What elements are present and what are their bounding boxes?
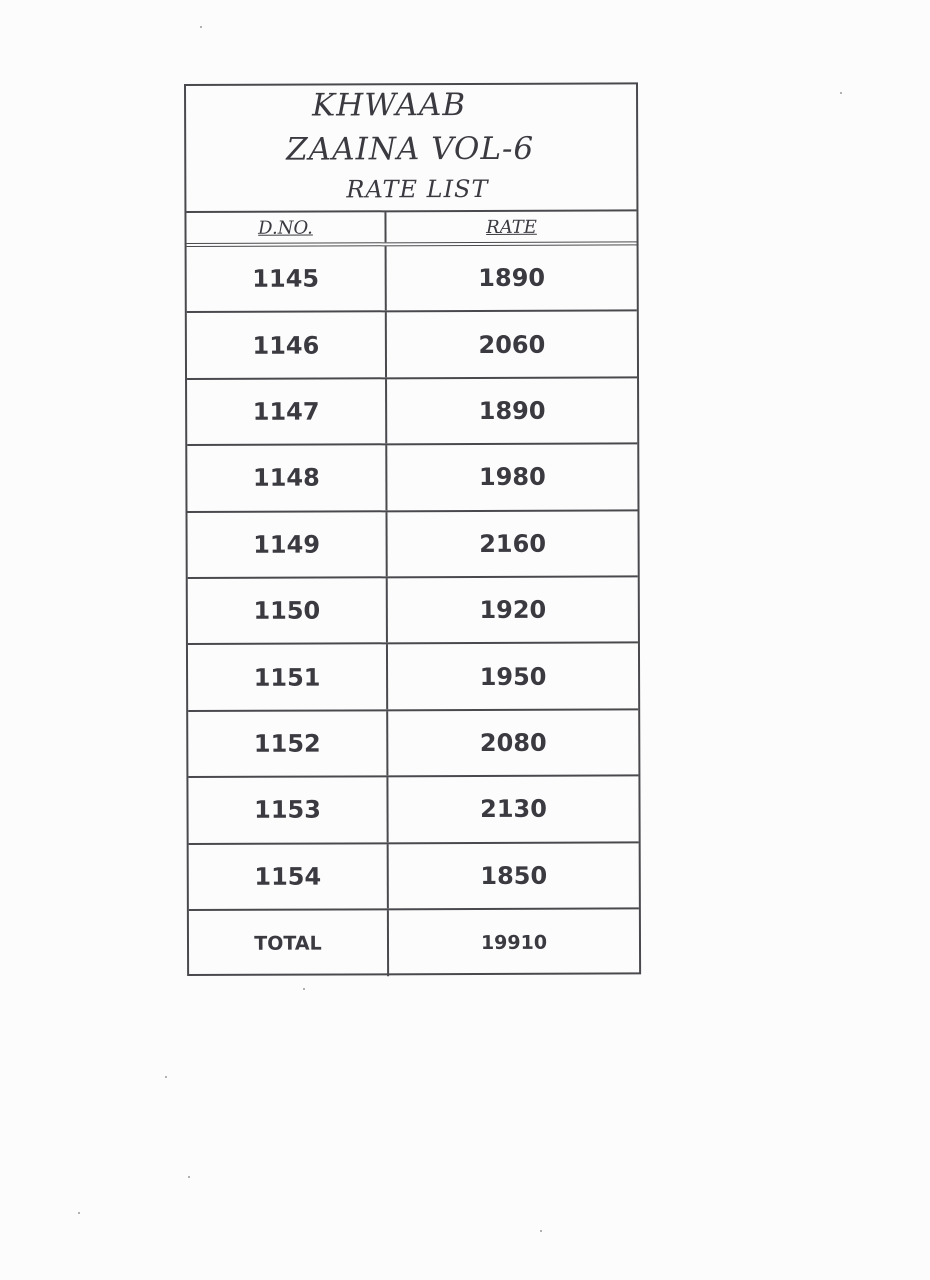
table-row xyxy=(187,511,637,579)
table-row xyxy=(189,843,639,911)
design-number-cell: 1147 xyxy=(187,379,387,444)
column-header-rate: RATE xyxy=(486,216,537,238)
rate-cell: 2080 xyxy=(479,728,547,757)
table-row xyxy=(188,777,638,845)
table-row xyxy=(188,644,638,712)
table-row xyxy=(187,445,637,513)
paper-speck xyxy=(78,1212,80,1214)
paper-speck xyxy=(200,26,202,28)
design-number-cell: 1149 xyxy=(187,512,387,577)
collection-title: ZAAINA VOL-6 xyxy=(286,130,535,168)
rate-list-header xyxy=(186,84,636,213)
rate-cell: 1950 xyxy=(479,662,547,691)
paper-speck xyxy=(840,92,842,94)
paper-speck xyxy=(188,1176,190,1178)
brand-title: KHWAAB xyxy=(312,87,467,124)
total-label: TOTAL xyxy=(189,910,389,977)
table-row xyxy=(187,378,637,446)
table-row xyxy=(188,710,638,778)
column-header-dno: D.NO. xyxy=(186,212,386,243)
design-number-cell: 1152 xyxy=(188,711,388,776)
rate-cell: 2160 xyxy=(479,529,547,558)
paper-speck xyxy=(540,1230,542,1232)
table-column-headers xyxy=(186,211,636,247)
paper-speck xyxy=(303,988,305,990)
rate-cell: 1980 xyxy=(478,463,546,492)
rate-cell: 1890 xyxy=(478,263,546,293)
table-row xyxy=(187,245,637,313)
design-number-cell: 1153 xyxy=(188,777,388,842)
design-number-cell: 1146 xyxy=(187,313,387,378)
rate-cell: 1850 xyxy=(480,861,548,890)
rate-cell: 2130 xyxy=(480,795,547,824)
design-number-cell: 1151 xyxy=(188,645,388,710)
table-body xyxy=(187,245,640,977)
rate-cell: 1890 xyxy=(478,396,546,425)
design-number-cell: 1154 xyxy=(189,844,389,909)
total-value: 19910 xyxy=(480,931,548,955)
paper-speck xyxy=(165,1076,167,1078)
table-row xyxy=(188,577,638,645)
rate-list-subtitle: RATE LIST xyxy=(346,174,489,204)
rate-list-sheet xyxy=(184,82,641,976)
total-row xyxy=(189,909,639,977)
rate-cell: 1920 xyxy=(479,595,547,625)
design-number-cell: 1148 xyxy=(187,445,387,510)
design-number-cell: 1150 xyxy=(188,578,388,643)
rate-cell: 2060 xyxy=(478,330,546,359)
design-number-cell: 1145 xyxy=(187,246,387,311)
table-row xyxy=(187,312,637,380)
